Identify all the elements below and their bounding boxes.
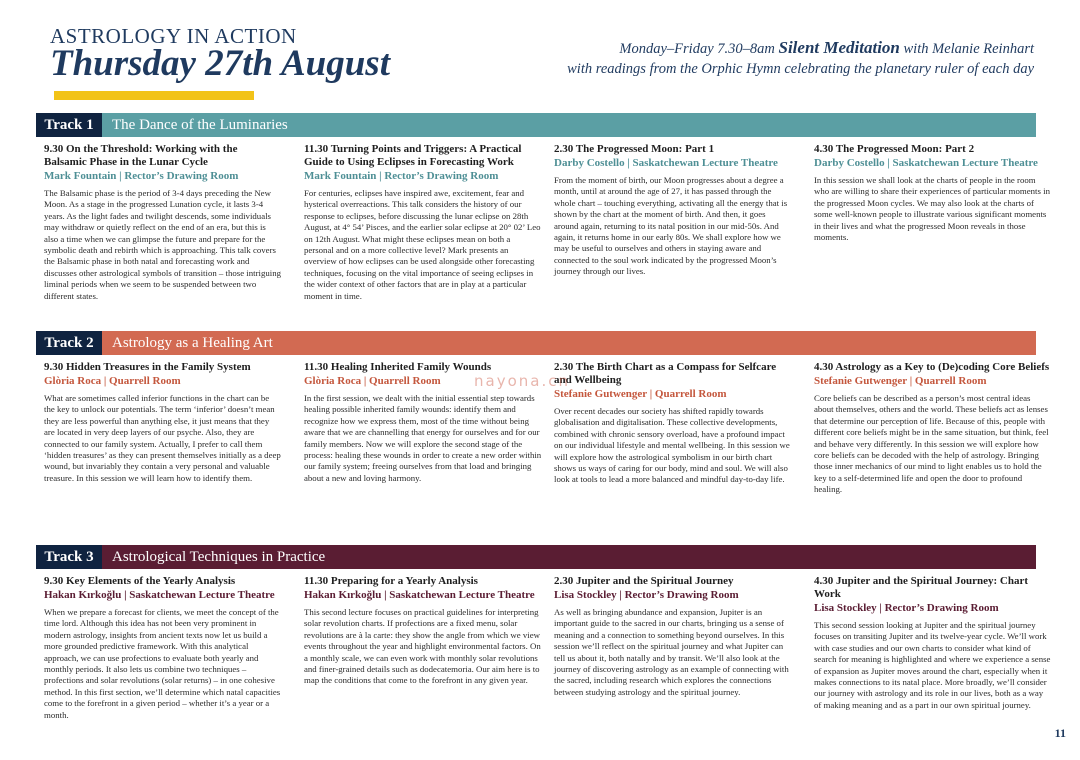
track-title: Astrological Techniques in Practice xyxy=(102,545,1036,569)
track-1 xyxy=(36,113,1050,301)
page-number: 11 xyxy=(1054,726,1066,740)
session-speaker: Glòria Roca | Quarrell Room xyxy=(44,375,181,387)
meditation-readings: with readings from the Orphic Hymn celebrating the planetary ruler of each day xyxy=(567,61,1034,77)
session-title: 2.30 The Progressed Moon: Part 1 xyxy=(554,143,715,155)
session-description: This second lecture focuses on practical guidelines for interpreting solar revolution charts. If profections are a fixed menu, solar revolutions are à la carte: they show the angle from which we view events throughout the year and highlight environmental factors. On a monthly scale, we can even work with monthly solar revolutions and finer-grained details such as dodecatemoria. Our aim here is to map the conditions that come to the forefront in any given year. xyxy=(304,607,541,686)
session-description: Over recent decades our society has shifted rapidly towards globalisation and digitalisation. These collective developments, combined with chronic sensory overload, have a profound impact on our individual lifestyle and mental wellbeing. In this session we will explore how the astrological symbolism in our birth chart shows us ways of caring for our body, mind and soul. We will also look at tools to lead a more balanced and mindful day-to-day life. xyxy=(554,406,790,485)
track-label: Track 3 xyxy=(36,545,102,569)
track-title: The Dance of the Luminaries xyxy=(102,113,1036,137)
title-underline xyxy=(54,91,254,100)
session-card xyxy=(44,143,282,302)
session-card xyxy=(814,143,1052,243)
track-title: Astrology as a Healing Art xyxy=(102,331,1036,355)
watermark: nayona.cn xyxy=(474,372,570,390)
session-speaker: Lisa Stockley | Rector’s Drawing Room xyxy=(814,602,999,614)
session-speaker: Glòria Roca | Quarrell Room xyxy=(304,375,441,387)
session-speaker: Mark Fountain | Rector’s Drawing Room xyxy=(304,170,499,182)
session-description: This second session looking at Jupiter and the spiritual journey focuses on transiting Jupiter and its twelve-year cycle. We’ll work with case studies and our own charts to consider what kind of search for meaning is highlighted and where we experience a sense of expansion as Jupiter moves around the chart, especially when it makes connections to its natal place. More broadly, we’ll consider our journey with astrology and its role in our lives, both as a way of making meaning and as a part in our own spiritual journey. xyxy=(814,620,1051,710)
session-description: In this session we shall look at the charts of people in the room who are willing to share their experiences of particular moments in the progressed Moon cycles. We may also look at the charts of some well-known people to illustrate various significant moments in their lives and what the progressed Moon reveals in those moments. xyxy=(814,175,1050,243)
session-title: 4.30 The Progressed Moon: Part 2 xyxy=(814,143,975,155)
session-description: As well as bringing abundance and expansion, Jupiter is an important guide to the sacred in our charts, bringing us a sense of meaning and a connection to something beyond ourselves. In this session we’ll reflect on the spiritual journey and what Jupiter can tell us about it, both natally and by transit. We’ll also look at the journey of discovering astrology as an example of connecting with the sacred, including research which explores the connections between studying astrology and the spiritual journey. xyxy=(554,607,789,697)
session-speaker: Hakan Kırkoğlu | Saskatchewan Lecture Theatre xyxy=(44,589,275,601)
session-description: From the moment of birth, our Moon progresses about a degree a month, until at around the age of 27, it has passed through the whole chart – touching everything, activating all the energy that is shown by the chart at the moment of birth. And then, it goes around again, returning to its natal position in our mid-50s. And again, it returns home in our early 80s. We shall explore how we may be useful to ourselves and others in staying aware and connected to the soul work indicated by the progressed Moon’s journey through our lives. xyxy=(554,175,788,277)
session-title: 9.30 Hidden Treasures in the Family System xyxy=(44,361,251,373)
session-card xyxy=(554,575,792,698)
session-title: 2.30 Jupiter and the Spiritual Journey xyxy=(554,575,734,587)
session-title: 2.30 The Birth Chart as a Compass for Selfcare and Wellbeing xyxy=(554,361,777,386)
track-header xyxy=(36,113,1036,137)
meditation-note xyxy=(474,38,1034,79)
session-title: 11.30 Healing Inherited Family Wounds xyxy=(304,361,492,373)
session-speaker: Stefanie Gutwenger | Quarrell Room xyxy=(814,375,987,387)
page-title: Thursday 27th August xyxy=(50,43,390,84)
meditation-title: Silent Meditation xyxy=(778,38,900,57)
session-speaker: Lisa Stockley | Rector’s Drawing Room xyxy=(554,589,739,601)
session-speaker: Darby Costello | Saskatchewan Lecture Theatre xyxy=(814,157,1038,169)
session-description: The Balsamic phase is the period of 3-4 days preceding the New Moon. As a stage in the progressed Lunation cycle, it lasts 3-4 years. As the light fades and twilight descends, some individuals may withdraw or quietly reflect on the end of an era, but this is also a time when we can glimpse the future and prepare for the symbolic death and rebirth which is approaching. This talk covers the Balsamic phase in both natal and forecasting work and discusses other astrological symbols of transition – those intriguing liminal periods when we seem to be suspended between two different states. xyxy=(44,188,282,301)
track-header xyxy=(36,545,1036,569)
track-label: Track 1 xyxy=(36,113,102,137)
track-3 xyxy=(36,545,1051,720)
section-kicker: ASTROLOGY IN ACTION xyxy=(50,24,297,48)
session-description: What are sometimes called inferior functions in the chart can be the key to unlock our potentials. The term ‘inferior’ doesn’t mean they are less powerful than anything else, it just means that they are located in very deep layers of our psyche. Also, they are connected to our family system. Actually, I prefer to call them ‘hidden treasures’ as they can present themselves initially as a deep wound, but invariably they contain a very personal and valuable treasure. In this session we will learn how to identify them. xyxy=(44,393,281,483)
session-card xyxy=(304,575,542,687)
session-card xyxy=(554,143,792,278)
session-description: Core beliefs can be described as a person’s most central ideas about themselves, others and the world. These beliefs act as lenses that determine our perception of life. Because of this, people with different core beliefs might be in the same situation, but think, feel and behave very differently. In this session we will explore how core beliefs can be decoded with the help of astrology. Bringing those inner mechanics of our mind to light enables us to hold the key to a self-determined life and open the door to profound healing. xyxy=(814,393,1049,495)
session-speaker: Hakan Kırkoğlu | Saskatchewan Lecture Theatre xyxy=(304,589,535,601)
page-header xyxy=(0,0,1080,110)
session-card xyxy=(44,361,282,484)
track-label: Track 2 xyxy=(36,331,102,355)
meditation-host: with Melanie Reinhart xyxy=(903,41,1034,57)
session-speaker: Stefanie Gutwenger | Quarrell Room xyxy=(554,388,727,400)
session-title: 11.30 Preparing for a Yearly Analysis xyxy=(304,575,478,587)
session-card xyxy=(814,575,1052,711)
session-description: For centuries, eclipses have inspired awe, excitement, fear and hysterical overreactions. This talk considers the history of our response to eclipses, before discussing the lunar eclipse on 28th August, at 4° 54’ Pisces, and the earlier solar eclipse at 20° 02’ Leo on 12th August. What might these eclipses mean on both a personal and on a more collective level? Mark presents an overview of how eclipses can be used alongside other forecasting techniques, focusing on the vital importance of seeing eclipses in the wider context of other factors that are in play at a particular moment in time. xyxy=(304,188,541,301)
session-speaker: Mark Fountain | Rector’s Drawing Room xyxy=(44,170,239,182)
session-card xyxy=(554,361,792,486)
session-title: 9.30 Key Elements of the Yearly Analysis xyxy=(44,575,236,587)
session-card xyxy=(304,143,542,302)
session-card xyxy=(814,361,1052,496)
meditation-time: Monday–Friday 7.30–8am xyxy=(619,41,775,57)
track-header xyxy=(36,331,1036,355)
session-title: 4.30 Astrology as a Key to (De)coding Core Beliefs xyxy=(814,361,1050,373)
session-title: 9.30 On the Threshold: Working with the Balsamic Phase in the Lunar Cycle xyxy=(44,143,238,168)
session-speaker: Darby Costello | Saskatchewan Lecture Theatre xyxy=(554,157,778,169)
session-title: 11.30 Turning Points and Triggers: A Practical Guide to Using Eclipses in Forecasting Work xyxy=(304,143,522,168)
session-title: 4.30 Jupiter and the Spiritual Journey: Chart Work xyxy=(814,575,1029,600)
session-description: When we prepare a forecast for clients, we meet the concept of the time lord. Although this idea has not been very prominent in modern astrology, insights from ancient texts now let us build a more grounded predictive framework. With this analytical approach, we can use profections to evaluate both yearly and monthly periods. It also lets us combine two techniques – profections and solar revolutions (solar returns) – in one cohesive method. In this first section, we’ll determine which natal capacities come to the forefront in a given period – whether it’s a year or a month. xyxy=(44,607,281,720)
session-card xyxy=(44,575,282,721)
session-description: In the first session, we dealt with the initial essential step towards healing possible inherited family wounds: identify them and recognize how we express them, most of the time without being aware that we are channelling that energy for ourselves and for our family members. Now we will explore the second stage of the process: healing these wounds in order to create a new order within our family system; freeing ourselves from that load and bringing about a new and loving harmony. xyxy=(304,393,542,483)
